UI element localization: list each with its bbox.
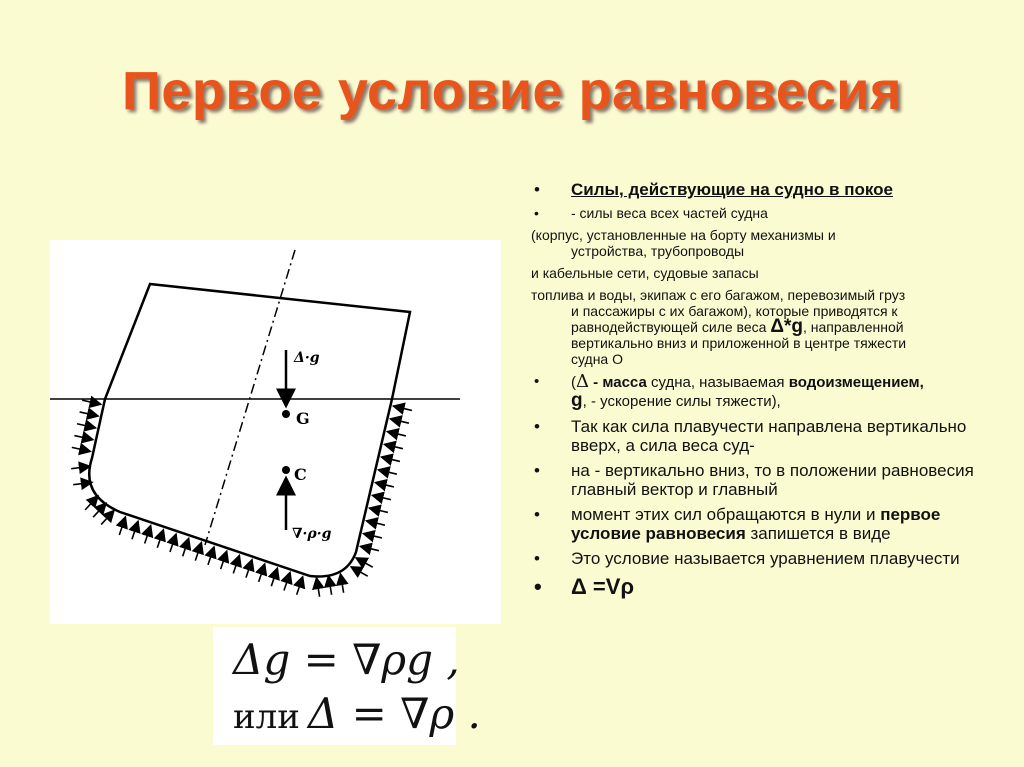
- formula-line-1: Δg = ∇ρg ,: [233, 635, 460, 684]
- pressure-arrows: [71, 400, 412, 597]
- center-of-buoyancy-point: [282, 466, 290, 474]
- bullet-b3: [531, 417, 1001, 455]
- bullet-b6: [531, 549, 1001, 568]
- weight-label: Δ·g: [294, 350, 320, 366]
- pressure-arrow: [170, 534, 176, 552]
- bullet-dot: •: [534, 549, 540, 568]
- b5-post: запишется в виде: [745, 524, 891, 543]
- b6-text: Это условие называется уравнением плавучести: [571, 549, 960, 568]
- para-3-post: , направленной: [802, 319, 904, 335]
- bullet-dot: •: [534, 461, 540, 480]
- bullet-dot: •: [534, 574, 542, 599]
- b2-bold2: водоизмещением,: [788, 374, 924, 391]
- sub1-text: - силы веса всех частей судна: [571, 205, 768, 221]
- para-1: [531, 227, 1001, 259]
- pressure-arrow: [77, 424, 96, 428]
- pressure-arrow: [356, 558, 373, 567]
- pressure-arrow: [93, 503, 106, 517]
- pressure-arrow: [360, 546, 378, 550]
- para-3-line-1: топлива и воды, экипаж с его багажом, перевозимый груз: [531, 287, 906, 303]
- para-3-line-2: и пассажиры с их багажом), которые приводятся к: [571, 303, 898, 319]
- pressure-arrow: [246, 560, 252, 578]
- b3-text: Так как сила плавучести направлена вертикально вверх, а сила веса суд-: [571, 417, 967, 455]
- para-1-line-2: устройства, трубопроводы: [571, 243, 745, 259]
- pressure-arrow: [384, 444, 402, 448]
- para-3-line-4: вертикально вниз и приложенной в центре тяжести: [571, 335, 907, 351]
- pressure-arrow: [119, 517, 125, 535]
- pressure-arrow: [297, 577, 303, 595]
- bullet-mass: [531, 373, 1001, 411]
- pressure-arrow: [82, 400, 101, 404]
- final-formula: Δ =Vρ: [571, 574, 635, 599]
- b2-open: (: [571, 374, 576, 391]
- bullet-dot: •: [534, 417, 540, 436]
- para-1-line-1: (корпус, установленные на борту механизмы и: [531, 227, 836, 243]
- b2-rest: , - ускорение силы тяжести),: [582, 393, 781, 410]
- b5-pre: момент этих сил обращаются в нули и: [571, 505, 881, 524]
- pressure-arrow: [74, 436, 93, 440]
- pressure-arrow: [80, 412, 99, 416]
- pressure-arrow: [208, 547, 214, 565]
- bullet-dot: •: [534, 180, 540, 199]
- para-3-pre: равнодействующей силе веса: [571, 319, 771, 335]
- heading-text: Силы, действующие на судно в покое: [571, 180, 893, 199]
- pressure-arrow: [195, 543, 201, 561]
- pressure-arrow: [372, 495, 390, 499]
- pressure-arrow: [71, 466, 90, 468]
- pressure-arrow: [366, 521, 384, 525]
- pressure-arrow: [259, 564, 265, 582]
- b2-text: судна, называемая: [646, 374, 789, 391]
- ship-diagram: [50, 240, 501, 624]
- pressure-arrow: [221, 551, 227, 569]
- text-column: [531, 180, 1001, 600]
- para-3-line-3: [531, 316, 1001, 337]
- buoyancy-label: ∇·ρ·g: [292, 526, 332, 542]
- bullet-heading: [531, 180, 1001, 199]
- b2-delta: Δ: [576, 371, 589, 392]
- pressure-arrow: [351, 567, 368, 576]
- hull-outline: [89, 284, 410, 577]
- pressure-arrow: [375, 483, 393, 487]
- pressure-arrow: [387, 432, 405, 436]
- pressure-arrow: [145, 526, 151, 544]
- pressure-arrow: [393, 406, 411, 410]
- b5-bold: первое условие равновесия: [571, 505, 941, 543]
- b2-bold: - масса: [589, 374, 647, 391]
- para-3-line-5: судна О: [571, 351, 624, 367]
- pressure-arrow: [271, 568, 277, 586]
- pressure-arrow: [316, 578, 319, 597]
- b4-text: на - вертикально вниз, то в положении равновесия главный вектор и главный: [571, 461, 974, 499]
- bullet-dot: •: [534, 205, 539, 221]
- bullet-sub1: [531, 205, 1001, 221]
- c-label: C: [294, 465, 307, 484]
- bullet-b5: [531, 505, 1001, 543]
- formula-line-2: [233, 689, 481, 738]
- pressure-arrow: [390, 419, 408, 423]
- ship-figure: [50, 240, 501, 624]
- bullet-dot: •: [534, 373, 540, 390]
- pressure-arrow: [369, 508, 387, 512]
- pressure-arrow: [233, 555, 239, 573]
- pressure-arrow: [72, 447, 91, 451]
- formula-line-2-expr: Δ = ∇ρ .: [307, 689, 481, 738]
- pressure-arrow: [328, 576, 331, 595]
- pressure-arrow: [381, 457, 399, 461]
- pressure-arrow: [378, 470, 396, 474]
- pressure-arrow: [284, 572, 290, 590]
- bullet-dot: •: [534, 505, 540, 524]
- pressure-arrow: [132, 521, 138, 539]
- weight-symbol: Δ*g: [770, 316, 803, 337]
- para-2: и кабельные сети, судовые запасы: [531, 265, 759, 281]
- formula-box: [213, 627, 481, 745]
- pressure-arrow: [183, 538, 189, 556]
- center-of-gravity-point: [282, 410, 290, 418]
- bullet-b4: [531, 461, 1001, 499]
- slide-title: Первое условие равновесия: [122, 61, 902, 121]
- pressure-arrow: [363, 534, 381, 538]
- pressure-arrow: [157, 530, 163, 548]
- pressure-arrow: [101, 511, 114, 525]
- g-label: G: [296, 409, 310, 428]
- para-3: [531, 287, 1001, 367]
- pressure-arrow: [340, 574, 343, 593]
- or-word: или: [233, 697, 300, 737]
- bullet-final: [531, 574, 1001, 600]
- pressure-arrow: [85, 496, 98, 510]
- b2-g: g: [571, 390, 583, 411]
